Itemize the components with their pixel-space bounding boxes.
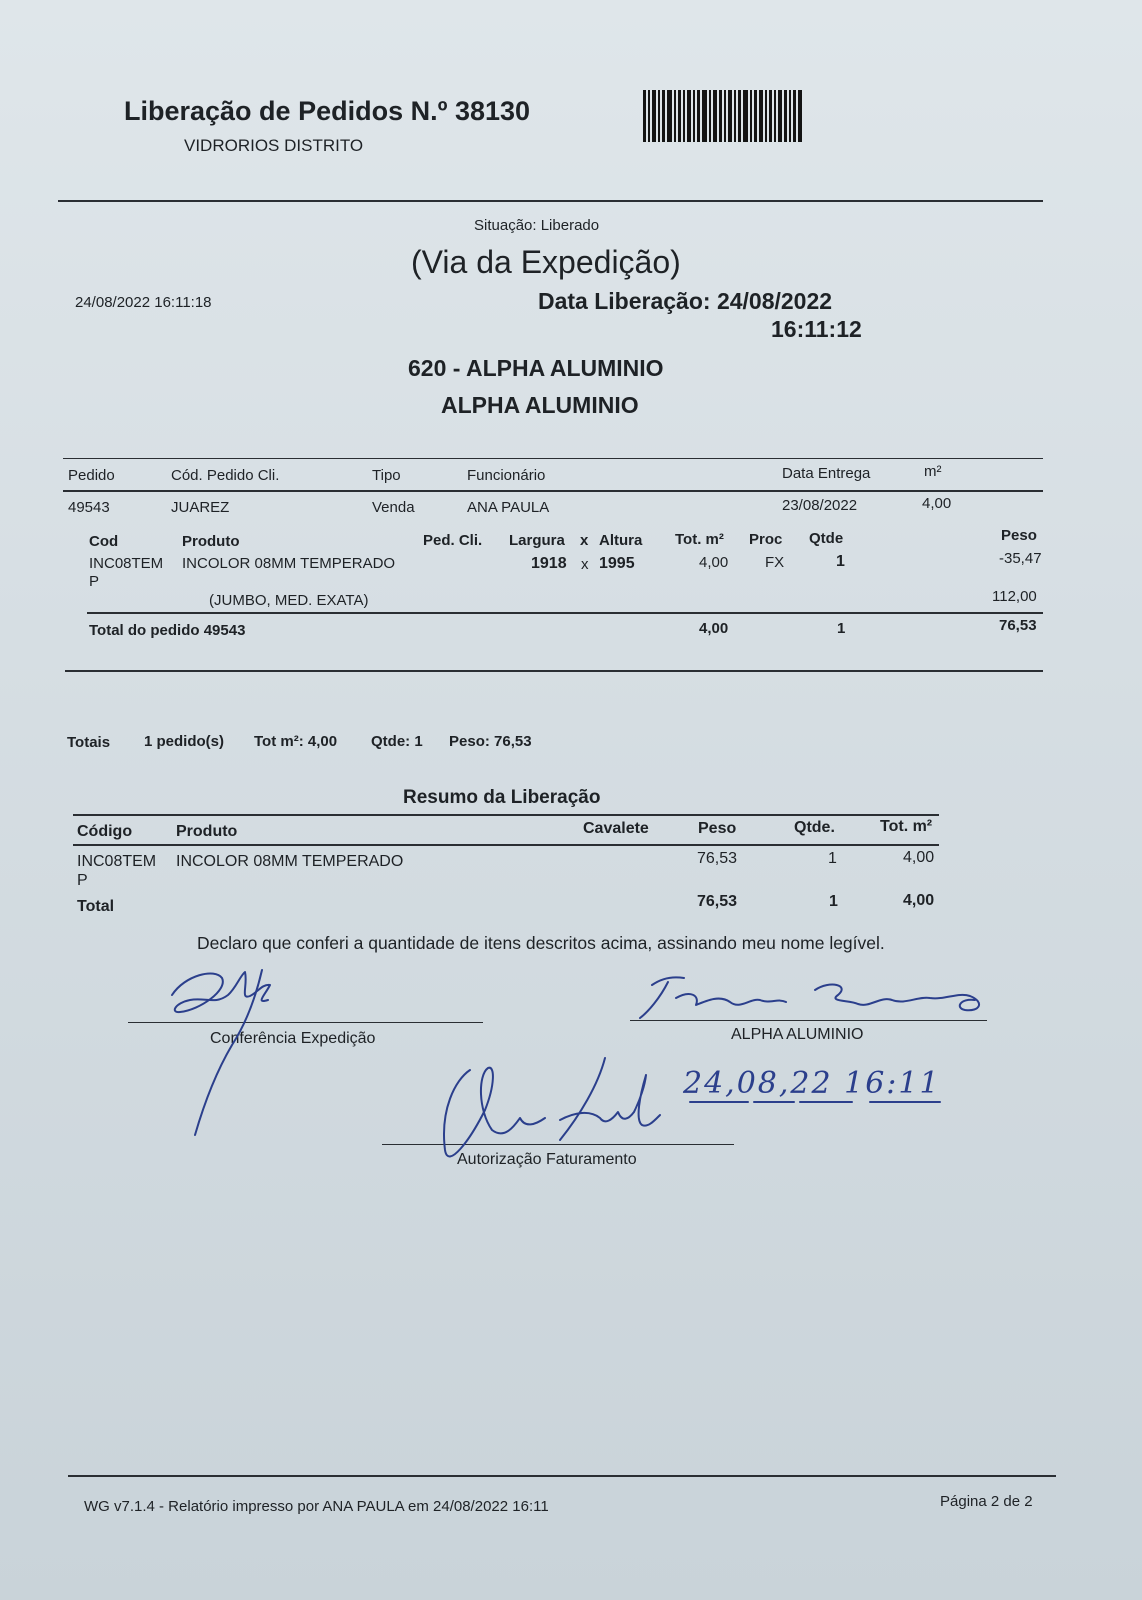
order-cod-pedido-cli: JUAREZ [171,499,230,516]
printed-timestamp: 24/08/2022 16:11:18 [75,294,212,311]
signature-label-conferencia: Conferência Expedição [210,1030,376,1047]
item-tot-m2: 4,00 [699,554,729,571]
item-cod-line1: INC08TEM [89,555,164,572]
summary-col-codigo: Código [77,823,133,840]
signature-autorizacao-drawing [444,1068,545,1157]
col-cod-pedido-cli: Cód. Pedido Cli. [171,467,280,484]
client-code-name: 620 - ALPHA ALUMINIO [408,355,664,381]
col-tipo: Tipo [372,467,401,484]
item-largura: 1918 [531,555,567,572]
summary-total-qtde: 1 [829,893,838,910]
item-col-produto: Produto [182,533,240,550]
order-pedido: 49543 [68,499,110,516]
col-funcionario: Funcionário [467,467,546,484]
release-date: Data Liberação: 24/08/2022 [538,288,833,314]
col-pedido: Pedido [68,467,115,484]
copy-label: (Via da Expedição) [411,244,681,280]
item-col-peso: Peso [1001,527,1037,544]
summary-codigo-line1: INC08TEM [77,853,157,870]
signature-label-autorizacao: Autorização Faturamento [457,1151,637,1168]
summary-peso: 76,53 [697,850,738,867]
item-peso2: 112,00 [992,588,1037,605]
item-col-x: x [580,532,589,549]
item-peso: -35,47 [999,550,1042,567]
footer-page-number: Página 2 de 2 [940,1493,1033,1510]
footer-printed-by: WG v7.1.4 - Relatório impresso por ANA PAULA em 24/08/2022 16:11 [84,1498,549,1515]
summary-col-tot-m2: Tot. m² [880,818,933,835]
summary-title: Resumo da Liberação [403,787,601,808]
totals-peso: Peso: 76,53 [449,733,532,750]
status-label: Situação: Liberado [474,217,600,234]
order-data-entrega: 23/08/2022 [782,497,858,514]
totals-pedidos: 1 pedido(s) [144,733,225,750]
summary-col-produto: Produto [176,823,238,840]
totals-m2: Tot m²: 4,00 [254,733,338,750]
item-proc: FX [765,554,785,571]
item-cod-line2: P [89,573,100,590]
item-x: x [581,556,589,573]
item-note: (JUMBO, MED. EXATA) [209,592,369,609]
declaration-text: Declaro que conferi a quantidade de itens descritos acima, assinando meu nome legível. [197,933,885,953]
summary-col-peso: Peso [698,820,737,837]
company-name: VIDRORIOS DISTRITO [184,136,364,155]
totals-qtde: Qtde: 1 [371,733,423,750]
summary-total-tot-m2: 4,00 [903,892,935,909]
summary-codigo-line2: P [77,872,88,889]
document-title: Liberação de Pedidos N.º 38130 [124,96,531,126]
order-total-label: Total do pedido 49543 [89,622,246,639]
summary-qtde: 1 [828,850,837,867]
item-col-tot-m2: Tot. m² [675,531,724,548]
order-tipo: Venda [372,499,415,516]
summary-col-cavalete: Cavalete [583,820,649,837]
item-col-cod: Cod [89,533,119,550]
item-produto: INCOLOR 08MM TEMPERADO [182,555,396,572]
client-name: ALPHA ALUMINIO [441,392,639,418]
col-m2: m² [924,463,942,480]
handwritten-date: 24,08,22 16:11 [683,1066,941,1101]
summary-tot-m2: 4,00 [903,849,935,866]
item-col-altura: Altura [599,532,643,549]
summary-total-label: Total [77,898,115,915]
release-time: 16:11:12 [771,316,862,342]
item-altura: 1995 [599,555,635,572]
signature-client-drawing [640,977,786,1018]
item-col-largura: Largura [509,532,565,549]
order-m2: 4,00 [922,495,952,512]
signature-label-client: ALPHA ALUMINIO [731,1026,864,1043]
item-col-qtde: Qtde [809,530,844,547]
item-col-proc: Proc [749,531,783,548]
item-qtde: 1 [836,553,845,570]
summary-col-qtde: Qtde. [794,819,835,836]
summary-total-peso: 76,53 [697,893,738,910]
order-total-qtde: 1 [837,620,846,637]
order-total-peso: 76,53 [999,617,1037,634]
order-total-m2: 4,00 [699,620,729,637]
summary-produto: INCOLOR 08MM TEMPERADO [176,853,404,870]
item-col-ped-cli: Ped. Cli. [423,532,483,549]
order-funcionario: ANA PAULA [467,499,550,516]
col-data-entrega: Data Entrega [782,465,871,482]
totals-label: Totais [67,734,111,751]
footer-rule [68,1475,1056,1477]
